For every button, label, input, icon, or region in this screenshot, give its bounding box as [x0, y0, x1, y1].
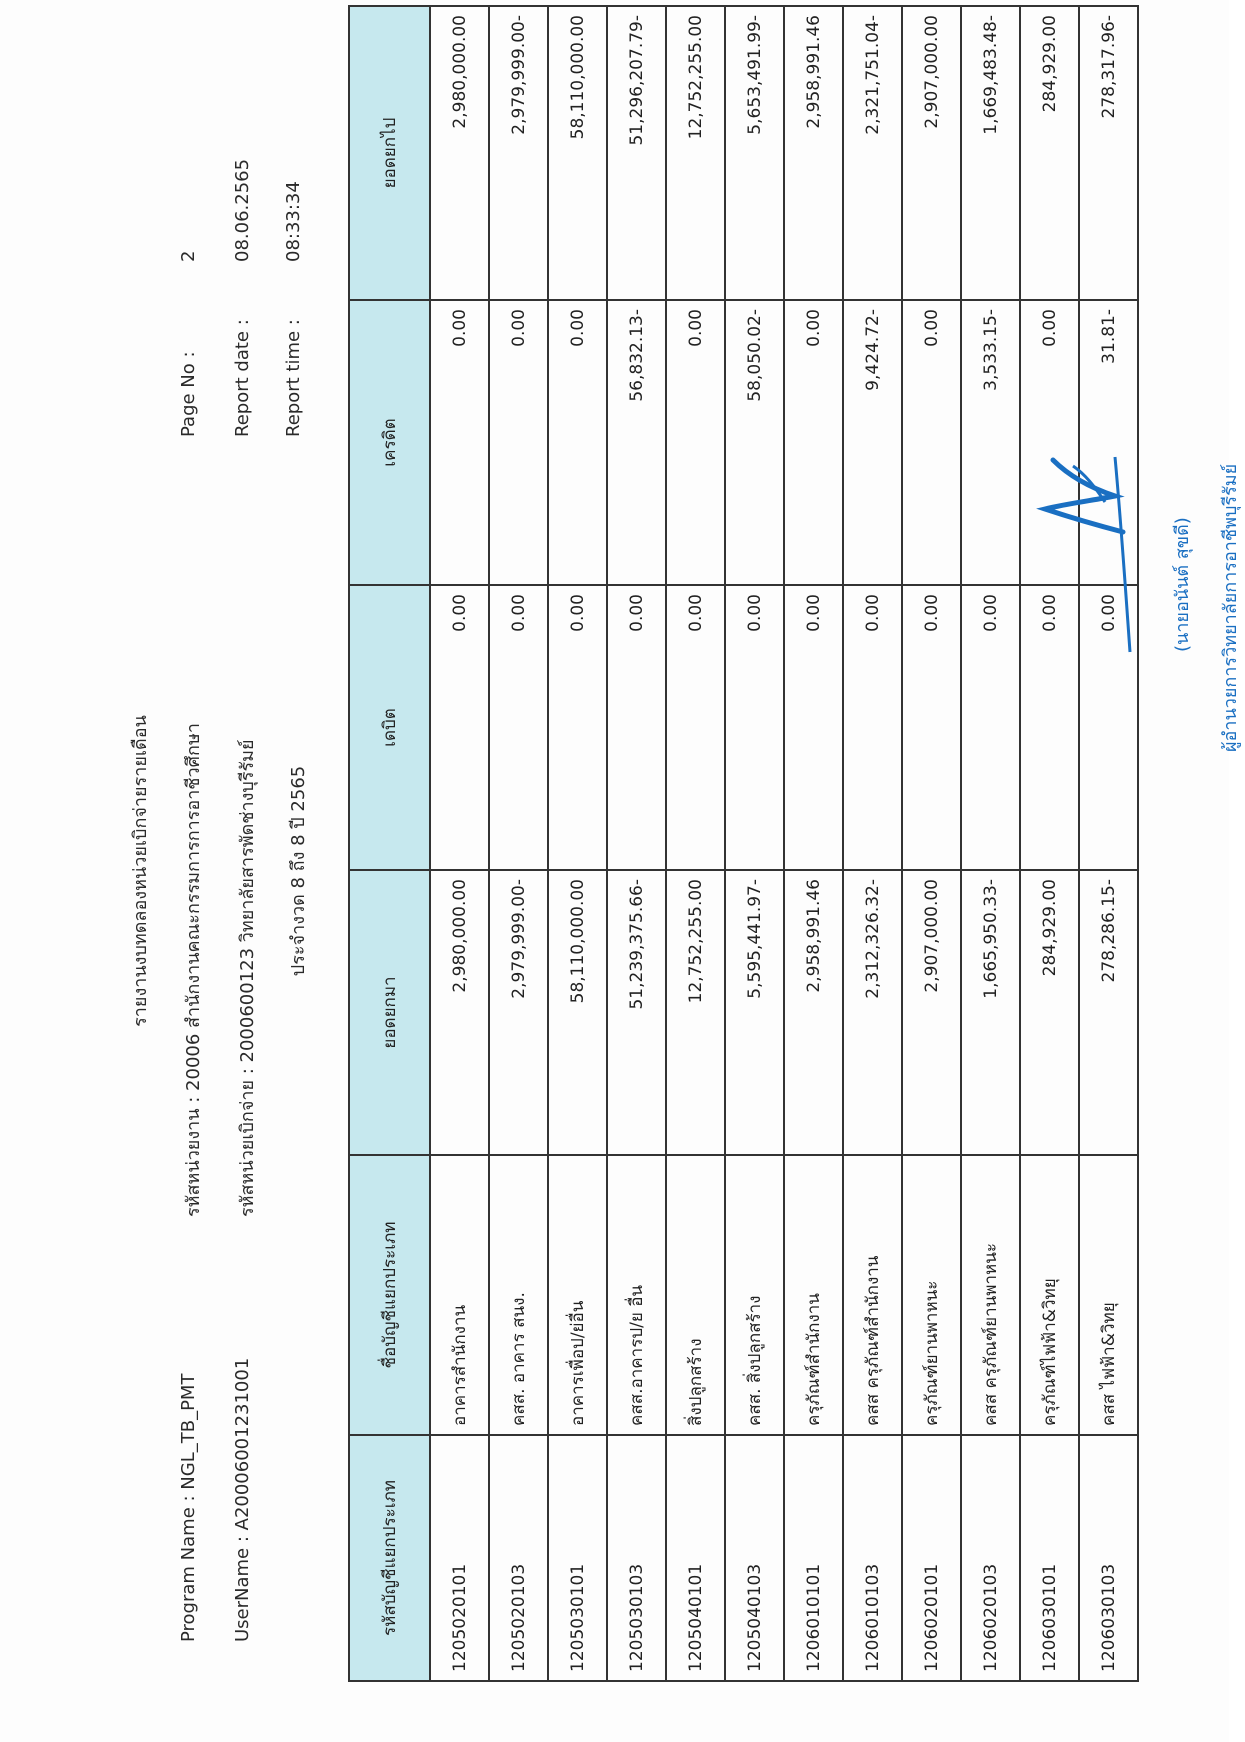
user-name: UserName : A20006001231001 — [232, 1357, 253, 1642]
report-date-label: Report date : — [232, 319, 253, 437]
opening-balance: 2,907,000.00 — [902, 870, 961, 1155]
account-code: 1206010101 — [784, 1435, 843, 1681]
page-number-label: Page No : — [178, 351, 199, 437]
closing-balance: 284,929.00 — [1020, 6, 1079, 300]
table-row — [430, 6, 489, 1681]
closing-balance: 2,907,000.00 — [902, 6, 961, 300]
table-row — [489, 6, 548, 1681]
credit: 0.00 — [430, 300, 489, 585]
report-period: ประจำงวด 8 ถึง 8 ปี 2565 — [288, 765, 309, 977]
debit: 0.00 — [607, 585, 666, 870]
program-name: Program Name : NGL_TB_PMT — [178, 1373, 199, 1642]
debit: 0.00 — [725, 585, 784, 870]
signatory-name: (นายอนันต์ สุขดี) — [1172, 517, 1193, 652]
debit: 0.00 — [784, 585, 843, 870]
account-code: 1205030103 — [607, 1435, 666, 1681]
opening-balance: 2,958,991.46 — [784, 870, 843, 1155]
closing-balance: 2,979,999.00- — [489, 6, 548, 300]
account-code: 1205030101 — [548, 1435, 607, 1681]
debit: 0.00 — [902, 585, 961, 870]
opening-balance: 284,929.00 — [1020, 870, 1079, 1155]
closing-balance: 5,653,491.99- — [725, 6, 784, 300]
debit: 0.00 — [430, 585, 489, 870]
account-name: คสส. อาคาร สนง. — [489, 1155, 548, 1435]
opening-balance: 12,752,255.00 — [666, 870, 725, 1155]
debit: 0.00 — [489, 585, 548, 870]
credit: 56,832.13- — [607, 300, 666, 585]
table-header-row — [349, 6, 430, 1681]
closing-balance: 58,110,000.00 — [548, 6, 607, 300]
table-row — [1079, 6, 1138, 1681]
col-header-credit: เครดิต — [349, 300, 430, 585]
col-header-account-code: รหัสบัญชีแยกประเภท — [349, 1435, 430, 1681]
page-number-value: 2 — [178, 250, 199, 262]
col-header-account-name: ชื่อบัญชีแยกประเภท — [349, 1155, 430, 1435]
closing-balance: 278,317.96- — [1079, 6, 1138, 300]
opening-balance: 2,980,000.00 — [430, 870, 489, 1155]
account-code: 1205040103 — [725, 1435, 784, 1681]
col-header-opening-balance: ยอดยกมา — [349, 870, 430, 1155]
report-time-label: Report time : — [283, 319, 304, 437]
closing-balance: 2,980,000.00 — [430, 6, 489, 300]
account-name: ครุภัณฑ์ยานพาหนะ — [902, 1155, 961, 1435]
account-code: 1205040101 — [666, 1435, 725, 1681]
account-code: 1206030101 — [1020, 1435, 1079, 1681]
credit: 0.00 — [489, 300, 548, 585]
table-row — [725, 6, 784, 1681]
table-row — [902, 6, 961, 1681]
account-code: 1206030103 — [1079, 1435, 1138, 1681]
closing-balance: 12,752,255.00 — [666, 6, 725, 300]
debit: 0.00 — [548, 585, 607, 870]
account-name: คสส ไฟฟ้า&วิทยุ — [1079, 1155, 1138, 1435]
credit: 0.00 — [666, 300, 725, 585]
disbursement-unit-code: รหัสหน่วยเบิกจ่าย : 2000600123 วิทยาลัยสารพัดช่างบุรีรัมย์ — [237, 739, 258, 1217]
credit: 0.00 — [548, 300, 607, 585]
agency-code: รหัสหน่วยงาน : 20006 สำนักงานคณะกรรมการการอาชีวศึกษา — [183, 723, 204, 1217]
account-name: ครุภัณฑ์ไฟฟ้า&วิทยุ — [1020, 1155, 1079, 1435]
credit: 31.81- — [1079, 300, 1138, 585]
opening-balance: 1,665,950.33- — [961, 870, 1020, 1155]
debit: 0.00 — [1079, 585, 1138, 870]
closing-balance: 1,669,483.48- — [961, 6, 1020, 300]
account-name: คสส ครุภัณฑ์ยานพาหนะ — [961, 1155, 1020, 1435]
signature-scribble-icon — [945, 342, 1165, 672]
credit: 58,050.02- — [725, 300, 784, 585]
table-row — [961, 6, 1020, 1681]
table-row — [843, 6, 902, 1681]
opening-balance: 2,312,326.32- — [843, 870, 902, 1155]
report-title: รายงานงบทดลองหน่วยเบิกจ่ายรายเดือน — [130, 715, 151, 1027]
trial-balance-table — [348, 5, 1139, 1682]
closing-balance: 2,958,991.46 — [784, 6, 843, 300]
opening-balance: 5,595,441.97- — [725, 870, 784, 1155]
table-row — [548, 6, 607, 1681]
account-name: อาคารสำนักงาน — [430, 1155, 489, 1435]
opening-balance: 51,239,375.66- — [607, 870, 666, 1155]
debit: 0.00 — [961, 585, 1020, 870]
credit: 0.00 — [1020, 300, 1079, 585]
credit: 0.00 — [902, 300, 961, 585]
credit: 0.00 — [784, 300, 843, 585]
credit: 9,424.72- — [843, 300, 902, 585]
account-name: คสส. สิ่งปลูกสร้าง — [725, 1155, 784, 1435]
report-date-value: 08.06.2565 — [232, 158, 253, 262]
table-row — [784, 6, 843, 1681]
credit: 3,533.15- — [961, 300, 1020, 585]
account-code: 1206020103 — [961, 1435, 1020, 1681]
opening-balance: 2,979,999.00- — [489, 870, 548, 1155]
account-name: คสส ครุภัณฑ์สำนักงาน — [843, 1155, 902, 1435]
account-name: สิ่งปลูกสร้าง — [666, 1155, 725, 1435]
signature-block — [945, 342, 1245, 752]
signatory-position: ผู้อำนวยการวิทยาลัยการอาชีพบุรีรัมย์ — [1220, 463, 1241, 752]
account-name: ครุภัณฑ์สำนักงาน — [784, 1155, 843, 1435]
closing-balance: 2,321,751.04- — [843, 6, 902, 300]
debit: 0.00 — [1020, 585, 1079, 870]
col-header-closing-balance: ยอดยกไป — [349, 6, 430, 300]
report-time-value: 08:33:34 — [283, 181, 304, 262]
debit: 0.00 — [666, 585, 725, 870]
account-code: 1205020103 — [489, 1435, 548, 1681]
account-name: คสส.อาคารป/ย อื่น — [607, 1155, 666, 1435]
account-code: 1206020101 — [902, 1435, 961, 1681]
account-code: 1205020101 — [430, 1435, 489, 1681]
table-row — [1020, 6, 1079, 1681]
account-name: อาคารเพื่อป/ย่อื่น — [548, 1155, 607, 1435]
opening-balance: 278,286.15- — [1079, 870, 1138, 1155]
debit: 0.00 — [843, 585, 902, 870]
table-row — [607, 6, 666, 1681]
col-header-debit: เดบิต — [349, 585, 430, 870]
table-row — [666, 6, 725, 1681]
opening-balance: 58,110,000.00 — [548, 870, 607, 1155]
account-code: 1206010103 — [843, 1435, 902, 1681]
closing-balance: 51,296,207.79- — [607, 6, 666, 300]
